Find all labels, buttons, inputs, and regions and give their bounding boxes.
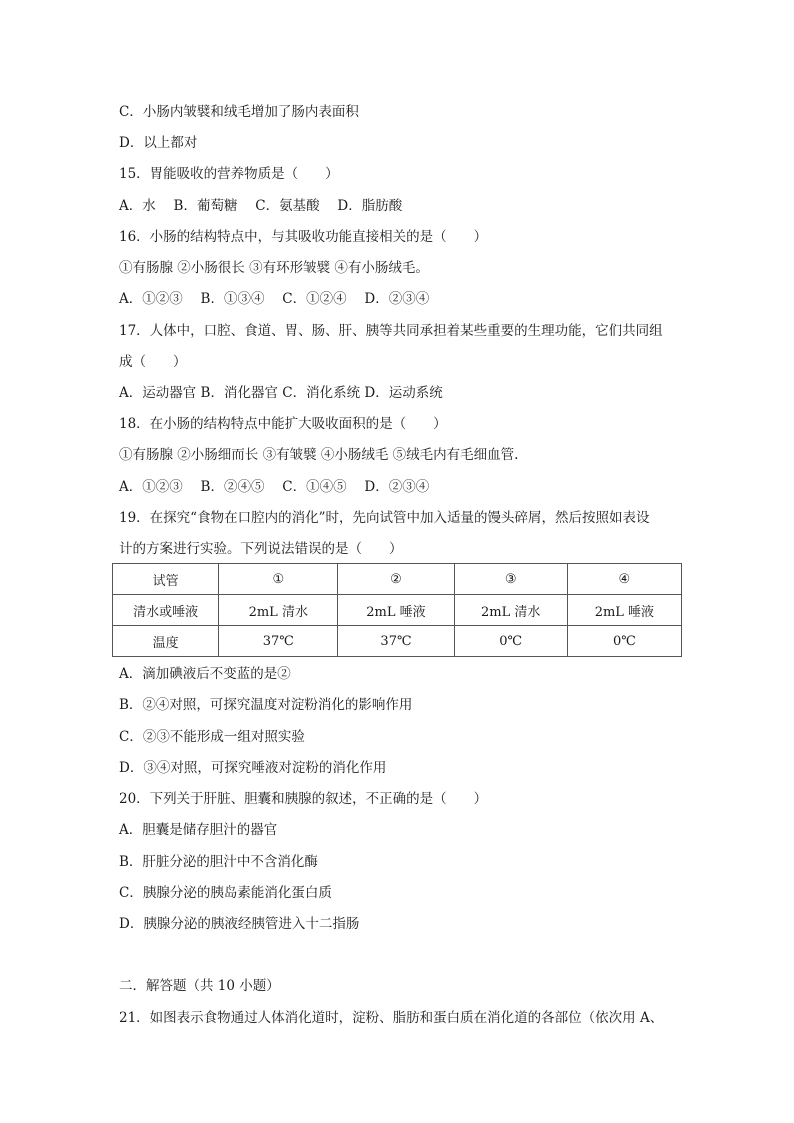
table-row — [113, 564, 682, 595]
q18-items: ①有肠腺 ②小肠细而长 ③有皱襞 ④小肠绒毛 ⑤绒毛内有毛细血管. — [119, 447, 519, 463]
table-cell: 2mL 唾液 — [338, 595, 454, 626]
table-row — [113, 626, 682, 657]
q19-option-b: B．②④对照，可探究温度对淀粉消化的影响作用 — [119, 697, 413, 713]
q17-stem-line1: 17．人体中，口腔、食道、胃、肠、肝、胰等共同承担着某些重要的生理功能，它们共同组 — [119, 323, 663, 339]
q17-options: A．运动器官 B．消化器官 C．消化系统 D．运动系统 — [119, 385, 443, 401]
q21-stem: 21．如图表示食物通过人体消化道时，淀粉、脂肪和蛋白质在消化道的各部位（依次用 A、 — [119, 1010, 664, 1026]
q16-items: ①有肠腺 ②小肠很长 ③有环形皱襞 ④有小肠绒毛。 — [119, 260, 429, 276]
q19-stem-line1: 19．在探究“食物在口腔内的消化”时，先向试管中加入适量的馒头碎屑，然后按照如表设 — [119, 510, 650, 526]
q20-stem: 20．下列关于肝脏、胆囊和胰腺的叙述，不正确的是（ ） — [119, 791, 488, 807]
table-cell: 37℃ — [219, 626, 338, 657]
q19-option-d: D．③④对照，可探究唾液对淀粉的消化作用 — [119, 760, 387, 776]
table-cell: ④ — [567, 564, 681, 595]
q16-stem: 16．小肠的结构特点中，与其吸收功能直接相关的是（ ） — [119, 229, 488, 245]
q16-options: A．①②③ B．①③④ C．①②④ D．②③④ — [119, 291, 430, 307]
table-cell: 0℃ — [454, 626, 567, 657]
q20-option-a: A．胆囊是储存胆汁的器官 — [119, 822, 278, 838]
q17-stem-line2: 成（ ） — [119, 354, 187, 370]
table-cell: 2mL 清水 — [219, 595, 338, 626]
table-cell: 37℃ — [338, 626, 454, 657]
table-cell: 清水或唾液 — [113, 595, 219, 626]
table-cell: 温度 — [113, 626, 219, 657]
table-cell: ② — [338, 564, 454, 595]
table-cell: ③ — [454, 564, 567, 595]
q20-option-d: D．胰腺分泌的胰液经胰管进入十二指肠 — [119, 916, 360, 932]
q20-option-b: B．肝脏分泌的胆汁中不含消化酶 — [119, 854, 318, 870]
q18-options: A．①②③ B．②④⑤ C．①④⑤ D．②③④ — [119, 479, 430, 495]
q19-option-a: A．滴加碘液后不变蓝的是② — [119, 666, 291, 682]
section-heading: 二．解答题（共 10 小题） — [119, 978, 280, 994]
experiment-table — [112, 563, 682, 657]
table-cell: 2mL 唾液 — [567, 595, 681, 626]
table-row — [113, 595, 682, 626]
table-cell: 2mL 清水 — [454, 595, 567, 626]
q15-stem: 15．胃能吸收的营养物质是（ ） — [119, 166, 339, 182]
q19-stem-line2: 计的方案进行实验。下列说法错误的是（ ） — [119, 541, 403, 557]
q15-options: A．水 B．葡萄糖 C．氨基酸 D．脂肪酸 — [119, 198, 403, 214]
q18-stem: 18．在小肠的结构特点中能扩大吸收面积的是（ ） — [119, 416, 447, 432]
q14-option-c: C．小肠内皱襞和绒毛增加了肠内表面积 — [119, 104, 359, 120]
table-cell: ① — [219, 564, 338, 595]
table-cell: 试管 — [113, 564, 219, 595]
q20-option-c: C．胰腺分泌的胰岛素能消化蛋白质 — [119, 885, 332, 901]
table-cell: 0℃ — [567, 626, 681, 657]
q14-option-d: D．以上都对 — [119, 135, 198, 151]
q19-option-c: C．②③不能形成一组对照实验 — [119, 729, 305, 745]
